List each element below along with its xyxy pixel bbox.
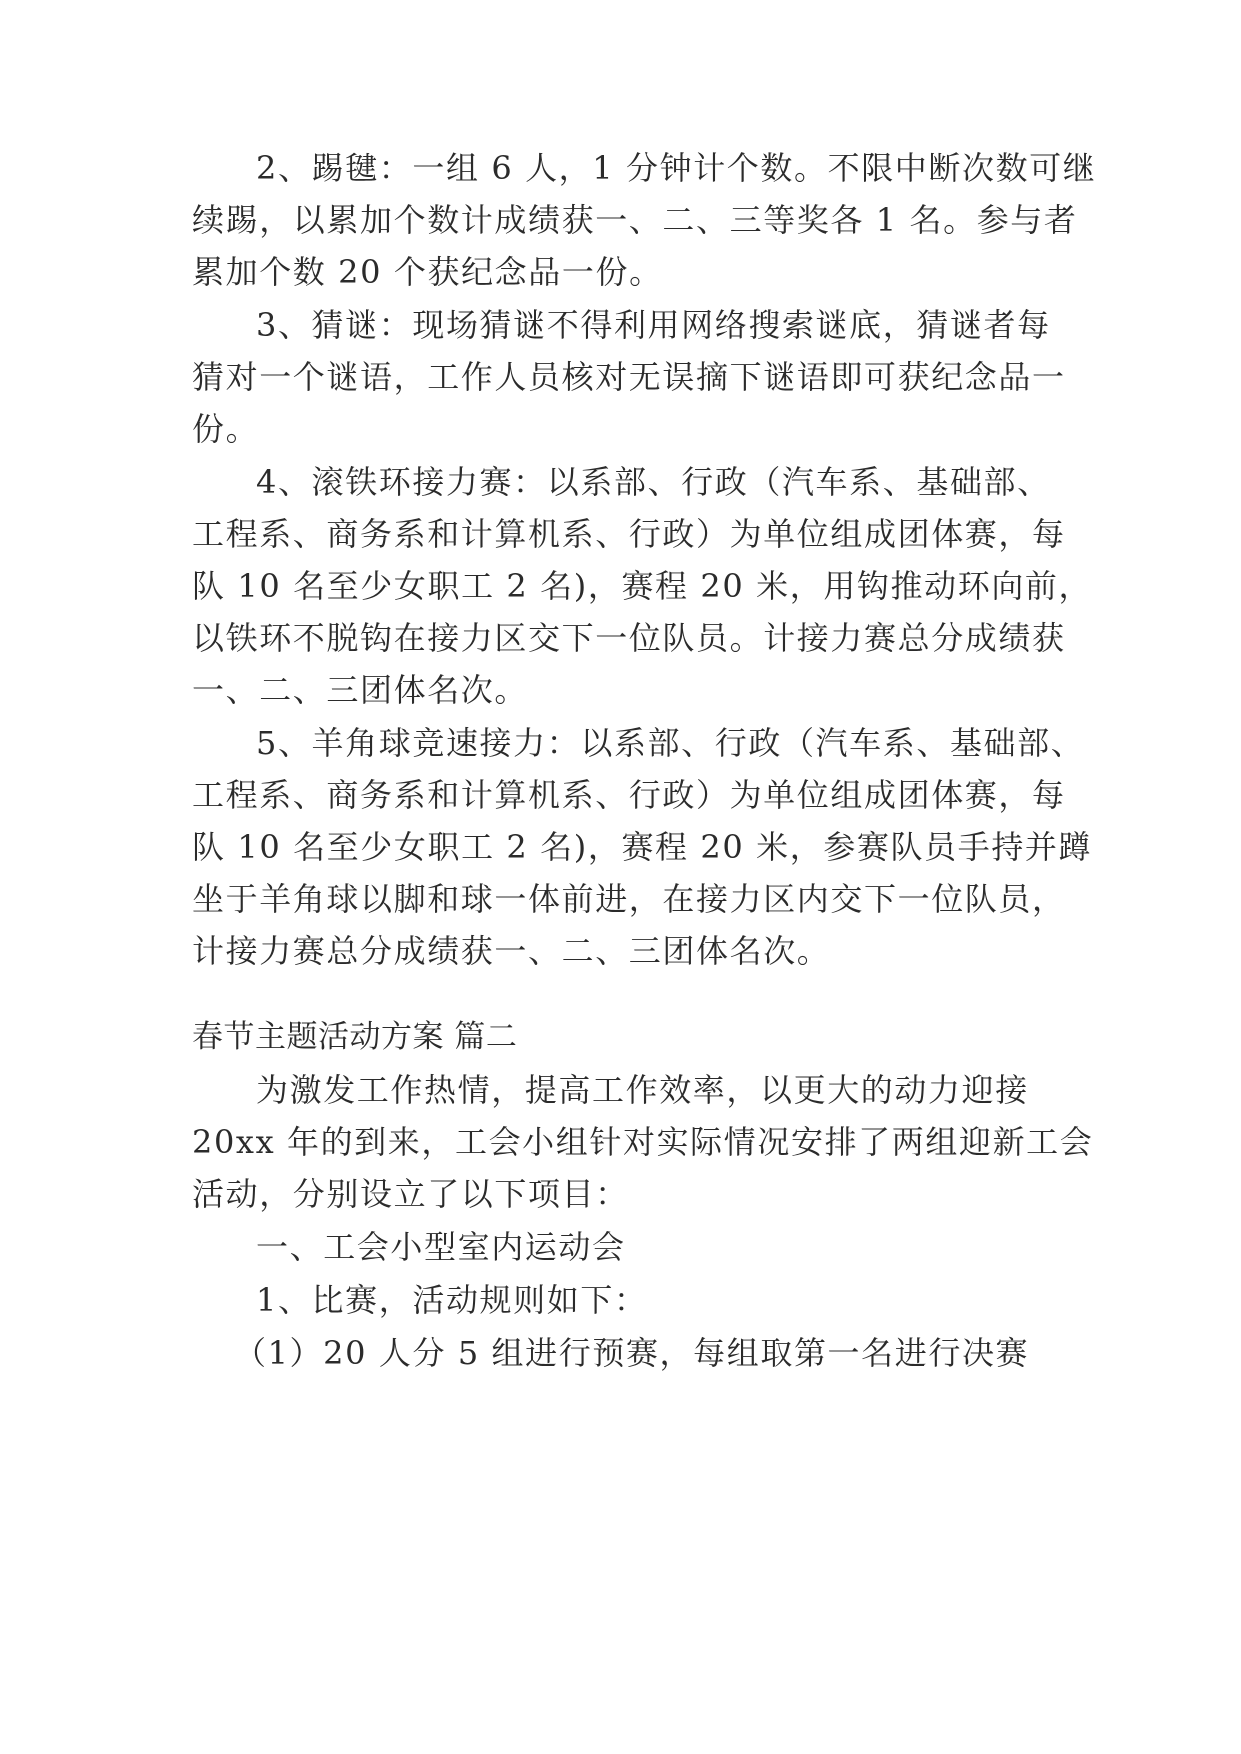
intro-line-3: 活动，分别设立了以下项目： [192,1175,629,1213]
paragraph-item-3-line-2: 猜对一个谜语，工作人员核对无误摘下谜语即可获纪念品一 [192,358,1066,396]
paragraph-item-4-line-3: 队 10 名至少女职工 2 名)，赛程 20 米，用钩推动环向前， [192,567,1093,605]
paragraph-item-4-line-2: 工程系、商务系和计算机系、行政）为单位组成团体赛，每 [192,515,1066,553]
rule-title: 1、比赛，活动规则如下： [256,1281,648,1319]
subheading: 一、工会小型室内运动会 [256,1228,626,1266]
paragraph-item-5-line-2: 工程系、商务系和计算机系、行政）为单位组成团体赛，每 [192,776,1066,814]
paragraph-item-4-line-4: 以铁环不脱钩在接力区交下一位队员。计接力赛总分成绩获 [192,619,1066,657]
paragraph-item-4-line-5: 一、二、三团体名次。 [192,671,529,709]
paragraph-item-5-line-5: 计接力赛总分成绩获一、二、三团体名次。 [192,932,831,970]
paragraph-item-2-line-1: 2、踢毽：一组 6 人，1 分钟计个数。不限中断次数可继 [256,149,1097,187]
paragraph-item-5-line-3: 队 10 名至少女职工 2 名)，赛程 20 米，参赛队员手持并蹲 [192,828,1093,866]
paragraph-item-3-line-3: 份。 [192,410,260,448]
rule-item-1: （1）20 人分 5 组进行预赛，每组取第一名进行决赛 [234,1334,1030,1372]
paragraph-item-4-line-1: 4、滚铁环接力赛：以系部、行政（汽车系、基础部、 [256,463,1051,501]
paragraph-item-5-line-1: 5、羊角球竞速接力：以系部、行政（汽车系、基础部、 [256,724,1085,762]
intro-line-2: 20xx 年的到来，工会小组针对实际情况安排了两组迎新工会 [192,1123,1094,1161]
paragraph-item-2-line-3: 累加个数 20 个获纪念品一份。 [192,253,663,291]
intro-line-1: 为激发工作热情，提高工作效率，以更大的动力迎接 [256,1071,1029,1109]
paragraph-item-3-line-1: 3、猜谜：现场猜谜不得利用网络搜索谜底，猜谜者每 [256,306,1051,344]
paragraph-item-5-line-4: 坐于羊角球以脚和球一体前进，在接力区内交下一位队员， [192,880,1066,918]
section-heading: 春节主题活动方案 篇二 [192,1019,518,1055]
paragraph-item-2-line-2: 续踢，以累加个数计成绩获一、二、三等奖各 1 名。参与者 [192,201,1078,239]
